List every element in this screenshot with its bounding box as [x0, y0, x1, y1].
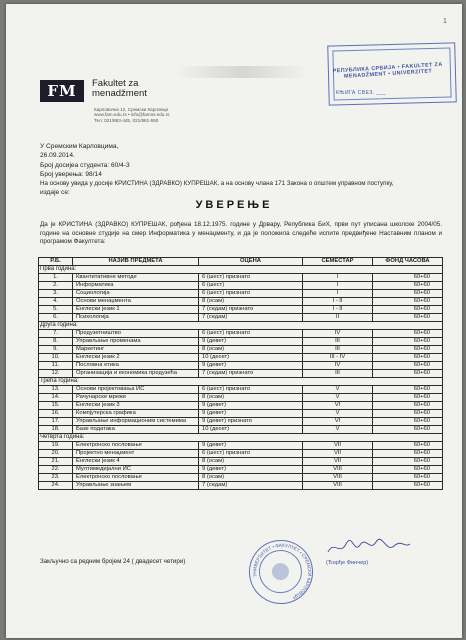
table-cell: 6 (шест) признато — [199, 290, 303, 298]
address-line-1: Карловачка 12, Сремски Карловци — [94, 107, 169, 112]
logo-name — [92, 79, 212, 99]
table-cell: I — [303, 274, 373, 282]
table-cell: 9 (девет) — [199, 402, 303, 410]
table-cell: 60+60 — [373, 466, 443, 474]
dossier-line: Број досијеа студента: 60/4-3 — [40, 162, 130, 169]
table-cell: 60+60 — [373, 418, 443, 426]
table-cell: 60+60 — [373, 426, 443, 434]
table-row — [39, 386, 443, 394]
table-cell: 7 (седам) — [199, 314, 303, 322]
logo-address — [94, 107, 244, 123]
table-cell: III — [303, 338, 373, 346]
logo-name-line1: Fakultet za — [92, 78, 139, 89]
table-cell: 15. — [39, 402, 73, 410]
table-cell: Енглески језик 3 — [73, 402, 199, 410]
table-cell: 8 (осам) — [199, 298, 303, 306]
table-cell: 6 (шест) признато — [199, 330, 303, 338]
column-header: Р.Б. — [39, 258, 73, 266]
faculty-logo — [40, 78, 288, 123]
table-cell: III - IV — [303, 354, 373, 362]
table-cell: 18. — [39, 426, 73, 434]
table-cell: 12. — [39, 370, 73, 378]
table-row — [39, 458, 443, 466]
table-row — [39, 466, 443, 474]
table-cell: 1. — [39, 274, 73, 282]
address-line-3: Тел: 021/883-445, 021/881-550 — [94, 117, 159, 123]
table-cell: Основи пројектовања ИС — [73, 386, 199, 394]
table-cell: VIII — [303, 466, 373, 474]
table-cell: 60+60 — [373, 306, 443, 314]
table-row — [39, 394, 443, 402]
table-cell: 8 (осам) — [199, 394, 303, 402]
table-cell: Основи менаџмента — [73, 298, 199, 306]
table-cell: VIII — [303, 474, 373, 482]
document-title: УВЕРЕЊЕ — [195, 199, 273, 211]
table-cell: Мултимедијални ИС — [73, 466, 199, 474]
table-cell: 60+60 — [373, 370, 443, 378]
table-row — [39, 442, 443, 450]
legal-basis-line: На основу увида у досије КРИСТИНА (ЗДРАВКО) КУПРЕШАК, а на основу члана 171 Закона о општем управном поступку, — [40, 180, 394, 187]
column-header: ФОНД ЧАСОВА — [373, 258, 443, 266]
year-section-title: Прва година: — [39, 266, 443, 274]
table-cell: Предузетништво — [73, 330, 199, 338]
table-cell: 60+60 — [373, 330, 443, 338]
column-header: НАЗИВ ПРЕДМЕТА — [73, 258, 199, 266]
table-cell: 8 (осам) — [199, 458, 303, 466]
table-cell: 7 (седам) признато — [199, 306, 303, 314]
year-section-title: Друга година: — [39, 322, 443, 330]
table-cell: Информатика — [73, 282, 199, 290]
table-cell: 60+60 — [373, 458, 443, 466]
grades-table — [38, 257, 443, 490]
table-cell: Организација и економика предузећа — [73, 370, 199, 378]
table-cell: 19. — [39, 442, 73, 450]
year-section-title: Четврта година: — [39, 434, 443, 442]
table-cell: Управљање знањем — [73, 482, 199, 490]
svg-text:УНИВЕРЗИТЕТ • ФАКУЛТЕТ • СРЕМС: УНИВЕРЗИТЕТ • ФАКУЛТЕТ • СРЕМСКИ КАРЛОВЦИ — [252, 542, 313, 601]
table-row — [39, 282, 443, 290]
table-cell: 60+60 — [373, 314, 443, 322]
table-cell: 5. — [39, 306, 73, 314]
page-number: 1 — [443, 18, 447, 25]
table-cell: 21. — [39, 458, 73, 466]
table-cell: 9 (девет) — [199, 466, 303, 474]
table-cell: V — [303, 386, 373, 394]
table-cell: 10. — [39, 354, 73, 362]
signature-scribble — [324, 536, 414, 558]
table-cell: 8. — [39, 338, 73, 346]
table-row — [39, 354, 443, 362]
table-cell: 9 (девет) — [199, 362, 303, 370]
table-cell: Електронско пословање — [73, 442, 199, 450]
table-row — [39, 362, 443, 370]
table-cell: 9 (девет) — [199, 338, 303, 346]
table-row — [39, 482, 443, 490]
table-cell: 10 (десет) — [199, 354, 303, 362]
table-cell: 22. — [39, 466, 73, 474]
table-cell: 60+60 — [373, 282, 443, 290]
table-cell: 23. — [39, 474, 73, 482]
table-cell: I — [303, 290, 373, 298]
table-cell: Психологија — [73, 314, 199, 322]
column-header: СЕМЕСТАР — [303, 258, 373, 266]
logo-name-line2: menadžment — [92, 88, 147, 99]
round-seal — [245, 536, 317, 608]
table-cell: 60+60 — [373, 482, 443, 490]
table-cell: VII — [303, 458, 373, 466]
table-cell: 4. — [39, 298, 73, 306]
table-cell: 20. — [39, 450, 73, 458]
table-cell: 6. — [39, 314, 73, 322]
table-cell: III — [303, 370, 373, 378]
table-cell: Енглески језик 4 — [73, 458, 199, 466]
table-cell: 60+60 — [373, 362, 443, 370]
table-cell: 6 (шест) признато — [199, 450, 303, 458]
table-cell: 13. — [39, 386, 73, 394]
table-cell: 60+60 — [373, 354, 443, 362]
table-cell: 60+60 — [373, 274, 443, 282]
table-cell: 11. — [39, 362, 73, 370]
table-row — [39, 306, 443, 314]
table-cell: V — [303, 426, 373, 434]
table-cell: 60+60 — [373, 402, 443, 410]
table-cell: 6 (шест) признато — [199, 386, 303, 394]
table-cell: Управљање информационим системима — [73, 418, 199, 426]
registry-stamp — [327, 42, 457, 105]
table-cell: 6 (шест) — [199, 282, 303, 290]
table-row — [39, 426, 443, 434]
table-cell: 60+60 — [373, 346, 443, 354]
signatory-name: (Ђорђе Финчер) — [326, 560, 369, 566]
table-cell: Рачунарске мреже — [73, 394, 199, 402]
table-cell: Енглески језик 1 — [73, 306, 199, 314]
logo-mark: FM — [40, 80, 84, 102]
address-line-2: www.fam.edu.rs • info@famns.edu.rs — [94, 112, 170, 118]
table-cell: III — [303, 346, 373, 354]
table-row — [39, 330, 443, 338]
year-section-row — [39, 378, 443, 386]
table-cell: 2. — [39, 282, 73, 290]
table-cell: Компјутерска графика — [73, 410, 199, 418]
table-cell: VI — [303, 418, 373, 426]
table-cell: 9 (девет) — [199, 410, 303, 418]
table-cell: Квантитативне методе — [73, 274, 199, 282]
table-row — [39, 290, 443, 298]
table-cell: Базе података — [73, 426, 199, 434]
table-cell: 16. — [39, 410, 73, 418]
table-cell: VI — [303, 402, 373, 410]
table-cell: 60+60 — [373, 394, 443, 402]
table-cell: Електронско пословање — [73, 474, 199, 482]
table-cell: 60+60 — [373, 386, 443, 394]
table-cell: V — [303, 394, 373, 402]
year-section-row — [39, 322, 443, 330]
certificate-number-line: Број уверења: 98/14 — [40, 171, 102, 178]
table-cell: IV — [303, 330, 373, 338]
table-cell: 8 (осам) — [199, 346, 303, 354]
table-row — [39, 298, 443, 306]
table-cell: 9 (девет) — [199, 442, 303, 450]
issue-line: издаје се: — [40, 189, 70, 196]
table-cell: 7. — [39, 330, 73, 338]
table-row — [39, 402, 443, 410]
table-row — [39, 450, 443, 458]
table-row — [39, 346, 443, 354]
table-row — [39, 474, 443, 482]
stamp-text: РЕПУБЛИКА СРБИЈА • FAKULTET ZA MENADŽMENT • UNIVERZITET — [332, 61, 443, 80]
table-cell: 60+60 — [373, 474, 443, 482]
table-cell: Социологија — [73, 290, 199, 298]
table-cell: I - II — [303, 298, 373, 306]
table-cell: Пословна етика — [73, 362, 199, 370]
table-cell: 9. — [39, 346, 73, 354]
date-line: 26.09.2014. — [40, 152, 75, 159]
stamp-number: КЊИГА СВЕЗ. ___ — [336, 90, 387, 96]
table-cell: 7 (седам) — [199, 482, 303, 490]
table-row — [39, 274, 443, 282]
table-cell: VIII — [303, 482, 373, 490]
table-row — [39, 314, 443, 322]
table-cell: I — [303, 282, 373, 290]
table-cell: VII — [303, 442, 373, 450]
certificate-paragraph: Да је КРИСТИНА (ЗДРАВКО) КУПРЕШАК, рођена 18.12.1975. године у Дрвару, Република БиХ, први пут уписана школске 2004/05. године на основне студије на смер Информатика у менаџменту, и да је положила следеће испите предвиђене Наставним планом и програмом Факултета: — [40, 221, 442, 246]
table-cell: 60+60 — [373, 442, 443, 450]
table-cell: I - II — [303, 306, 373, 314]
closing-line: Закључно са редним бројем 24 ( двадесет четири) — [40, 558, 186, 565]
table-row — [39, 410, 443, 418]
table-cell: II — [303, 314, 373, 322]
table-cell: V — [303, 410, 373, 418]
table-cell: 60+60 — [373, 290, 443, 298]
table-cell: 24. — [39, 482, 73, 490]
table-cell: 60+60 — [373, 338, 443, 346]
column-header: ОЦЕНА — [199, 258, 303, 266]
table-cell: 60+60 — [373, 450, 443, 458]
table-cell: 3. — [39, 290, 73, 298]
table-cell: Управљање променама — [73, 338, 199, 346]
table-row — [39, 418, 443, 426]
year-section-title: Трећа година: — [39, 378, 443, 386]
seal-ring-text — [246, 537, 318, 609]
table-cell: 7 (седам) признато — [199, 370, 303, 378]
city-line: У Сремским Карловцима, — [40, 143, 119, 150]
table-cell: 60+60 — [373, 410, 443, 418]
table-cell: VII — [303, 450, 373, 458]
certificate-page — [6, 4, 462, 638]
table-row — [39, 370, 443, 378]
table-row — [39, 338, 443, 346]
table-cell: Енглески језик 2 — [73, 354, 199, 362]
table-cell: 17. — [39, 418, 73, 426]
year-section-row — [39, 266, 443, 274]
table-cell: IV — [303, 362, 373, 370]
table-cell: 8 (осам) — [199, 474, 303, 482]
table-cell: 6 (шест) признато — [199, 274, 303, 282]
table-cell: Маркетинг — [73, 346, 199, 354]
table-header-row — [39, 258, 443, 266]
table-cell: 14. — [39, 394, 73, 402]
year-section-row — [39, 434, 443, 442]
table-cell: 10 (десет) — [199, 426, 303, 434]
table-cell: Пројектно менаџмент — [73, 450, 199, 458]
table-cell: 60+60 — [373, 298, 443, 306]
faded-print-band — [176, 66, 308, 78]
table-cell: 9 (девет) признато — [199, 418, 303, 426]
